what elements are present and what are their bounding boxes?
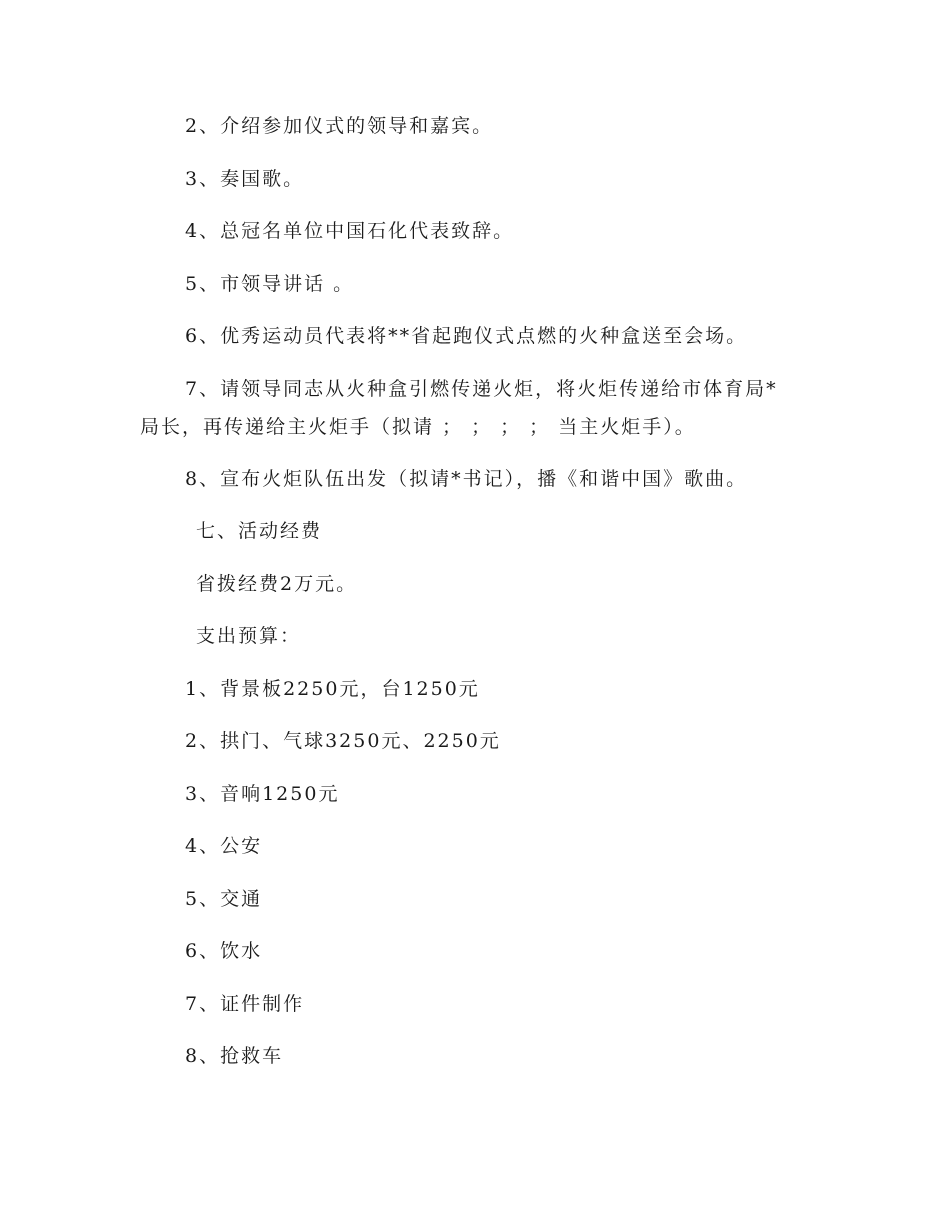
budget-item-6: 6、饮水	[185, 940, 263, 962]
budget-item-5: 5、交通	[185, 888, 263, 910]
section-heading-funding: 七、活动经费	[196, 520, 323, 542]
ceremony-step-4: 4、总冠名单位中国石化代表致辞。	[185, 220, 515, 242]
budget-item-8: 8、抢救车	[185, 1045, 284, 1067]
budget-item-2: 2、拱门、气球3250元、2250元	[185, 730, 501, 752]
budget-heading: 支出预算：	[196, 625, 302, 647]
funding-text: 省拨经费2万元。	[196, 573, 358, 595]
budget-item-1: 1、背景板2250元，台1250元	[185, 678, 480, 700]
budget-item-4: 4、公安	[185, 835, 263, 857]
ceremony-step-3: 3、奏国歌。	[185, 168, 305, 190]
ceremony-step-8: 8、宣布火炬队伍出发（拟请*书记），播《和谐中国》歌曲。	[185, 468, 748, 490]
budget-item-7: 7、证件制作	[185, 993, 305, 1015]
budget-item-3: 3、音响1250元	[185, 783, 340, 805]
ceremony-step-7-continued: 局长，再传递给主火炬手（拟请 ； ； ； ； 当主火炬手）。	[140, 416, 696, 438]
ceremony-step-2: 2、介绍参加仪式的领导和嘉宾。	[185, 115, 494, 137]
ceremony-step-5: 5、市领导讲话 。	[185, 273, 355, 295]
ceremony-step-6: 6、优秀运动员代表将**省起跑仪式点燃的火种盒送至会场。	[185, 325, 748, 347]
ceremony-step-7: 7、请领导同志从火种盒引燃传递火炬，将火炬传递给市体育局*	[185, 378, 778, 400]
